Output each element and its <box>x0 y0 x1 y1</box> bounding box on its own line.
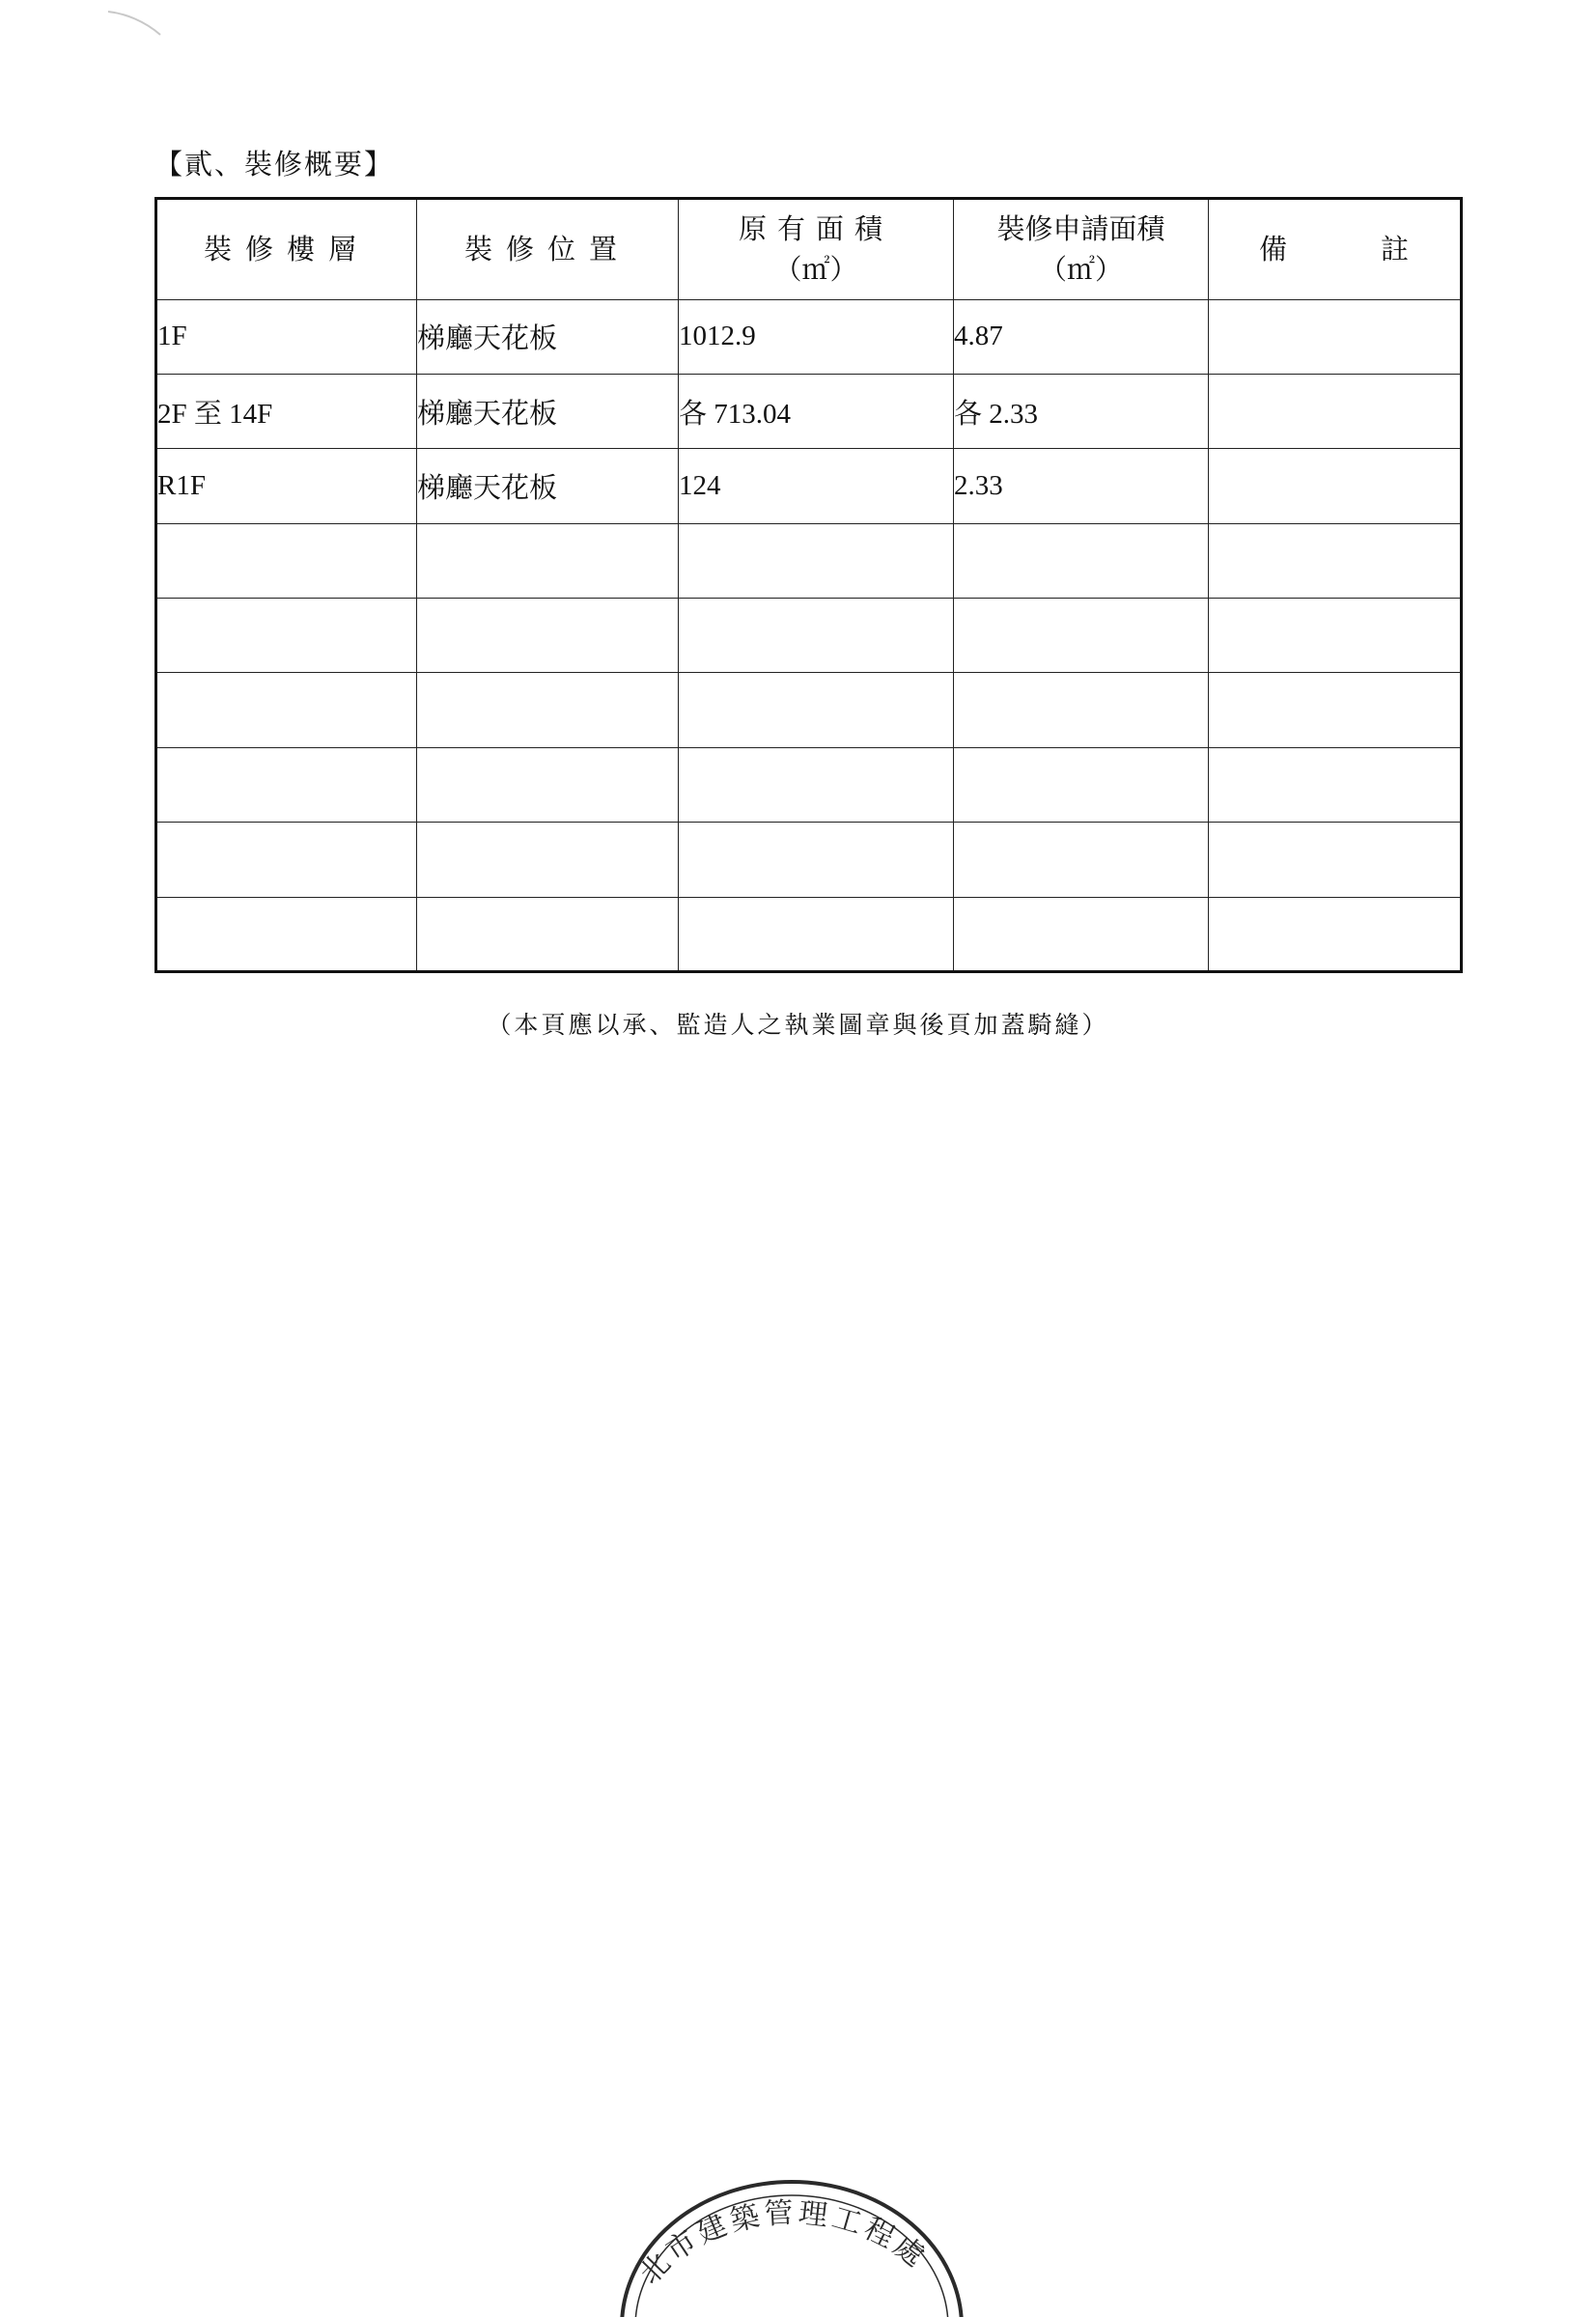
cell-note <box>1209 747 1462 822</box>
scan-mark <box>106 8 164 37</box>
table-row <box>156 673 1462 747</box>
footnote: （本頁應以承、監造人之執業圖章與後頁加蓋騎縫） <box>487 1011 1109 1039</box>
header-note-right: 註 <box>1381 233 1411 266</box>
cell-note <box>1209 673 1462 747</box>
official-seal <box>599 2143 985 2317</box>
header-applied-area-unit: （㎡） <box>1038 253 1123 287</box>
cell-applied-area <box>954 523 1209 598</box>
cell-original-area <box>679 673 954 747</box>
cell-position: 梯廳天花板 <box>417 449 679 523</box>
cell-applied-area <box>954 599 1209 673</box>
cell-note <box>1209 897 1462 971</box>
header-original-area-label: 原有面積 <box>738 212 893 246</box>
header-applied-area <box>954 199 1209 300</box>
table-header-row <box>156 199 1462 300</box>
cell-floor <box>156 523 417 598</box>
cell-position: 梯廳天花板 <box>417 374 679 448</box>
cell-floor <box>156 747 417 822</box>
cell-position <box>417 599 679 673</box>
svg-text:北市建築管理工程處 <box>633 2196 934 2291</box>
cell-floor <box>156 823 417 897</box>
cell-original-area <box>679 599 954 673</box>
table-row <box>156 747 1462 822</box>
header-note-left: 備 <box>1258 233 1288 266</box>
section-title: 【貳、裝修概要】 <box>154 148 395 181</box>
cell-applied-area <box>954 747 1209 822</box>
header-original-area-unit: （㎡） <box>773 253 858 287</box>
header-original-area <box>679 199 954 300</box>
table-row <box>156 897 1462 971</box>
cell-applied-area: 2.33 <box>954 449 1209 523</box>
header-applied-area-label: 裝修申請面積 <box>996 212 1165 246</box>
table-body <box>156 299 1462 971</box>
cell-position <box>417 747 679 822</box>
cell-note <box>1209 299 1462 374</box>
cell-position <box>417 823 679 897</box>
cell-original-area: 各 713.04 <box>679 374 954 448</box>
cell-original-area <box>679 897 954 971</box>
cell-note <box>1209 449 1462 523</box>
cell-note <box>1209 374 1462 448</box>
cell-original-area <box>679 823 954 897</box>
cell-note <box>1209 599 1462 673</box>
cell-original-area: 1012.9 <box>679 299 954 374</box>
table-row <box>156 449 1462 523</box>
table-row <box>156 299 1462 374</box>
cell-floor <box>156 673 417 747</box>
table-row <box>156 599 1462 673</box>
table-row <box>156 374 1462 448</box>
cell-floor: 2F 至 14F <box>156 374 417 448</box>
cell-position <box>417 897 679 971</box>
cell-note <box>1209 823 1462 897</box>
header-note <box>1209 199 1462 300</box>
cell-applied-area <box>954 823 1209 897</box>
cell-position <box>417 673 679 747</box>
cell-original-area: 124 <box>679 449 954 523</box>
cell-original-area <box>679 523 954 598</box>
cell-original-area <box>679 747 954 822</box>
seal-text: 北市建築管理工程處 <box>632 2195 934 2292</box>
cell-applied-area <box>954 897 1209 971</box>
cell-floor <box>156 599 417 673</box>
header-position: 裝修位置 <box>417 199 679 300</box>
cell-applied-area: 各 2.33 <box>954 374 1209 448</box>
cell-note <box>1209 523 1462 598</box>
header-floor: 裝修樓層 <box>156 199 417 300</box>
cell-floor: R1F <box>156 449 417 523</box>
cell-floor: 1F <box>156 299 417 374</box>
table-row <box>156 523 1462 598</box>
cell-position: 梯廳天花板 <box>417 299 679 374</box>
cell-position <box>417 523 679 598</box>
cell-floor <box>156 897 417 971</box>
cell-applied-area: 4.87 <box>954 299 1209 374</box>
table-row <box>156 823 1462 897</box>
renovation-summary-table <box>154 197 1463 973</box>
cell-applied-area <box>954 673 1209 747</box>
